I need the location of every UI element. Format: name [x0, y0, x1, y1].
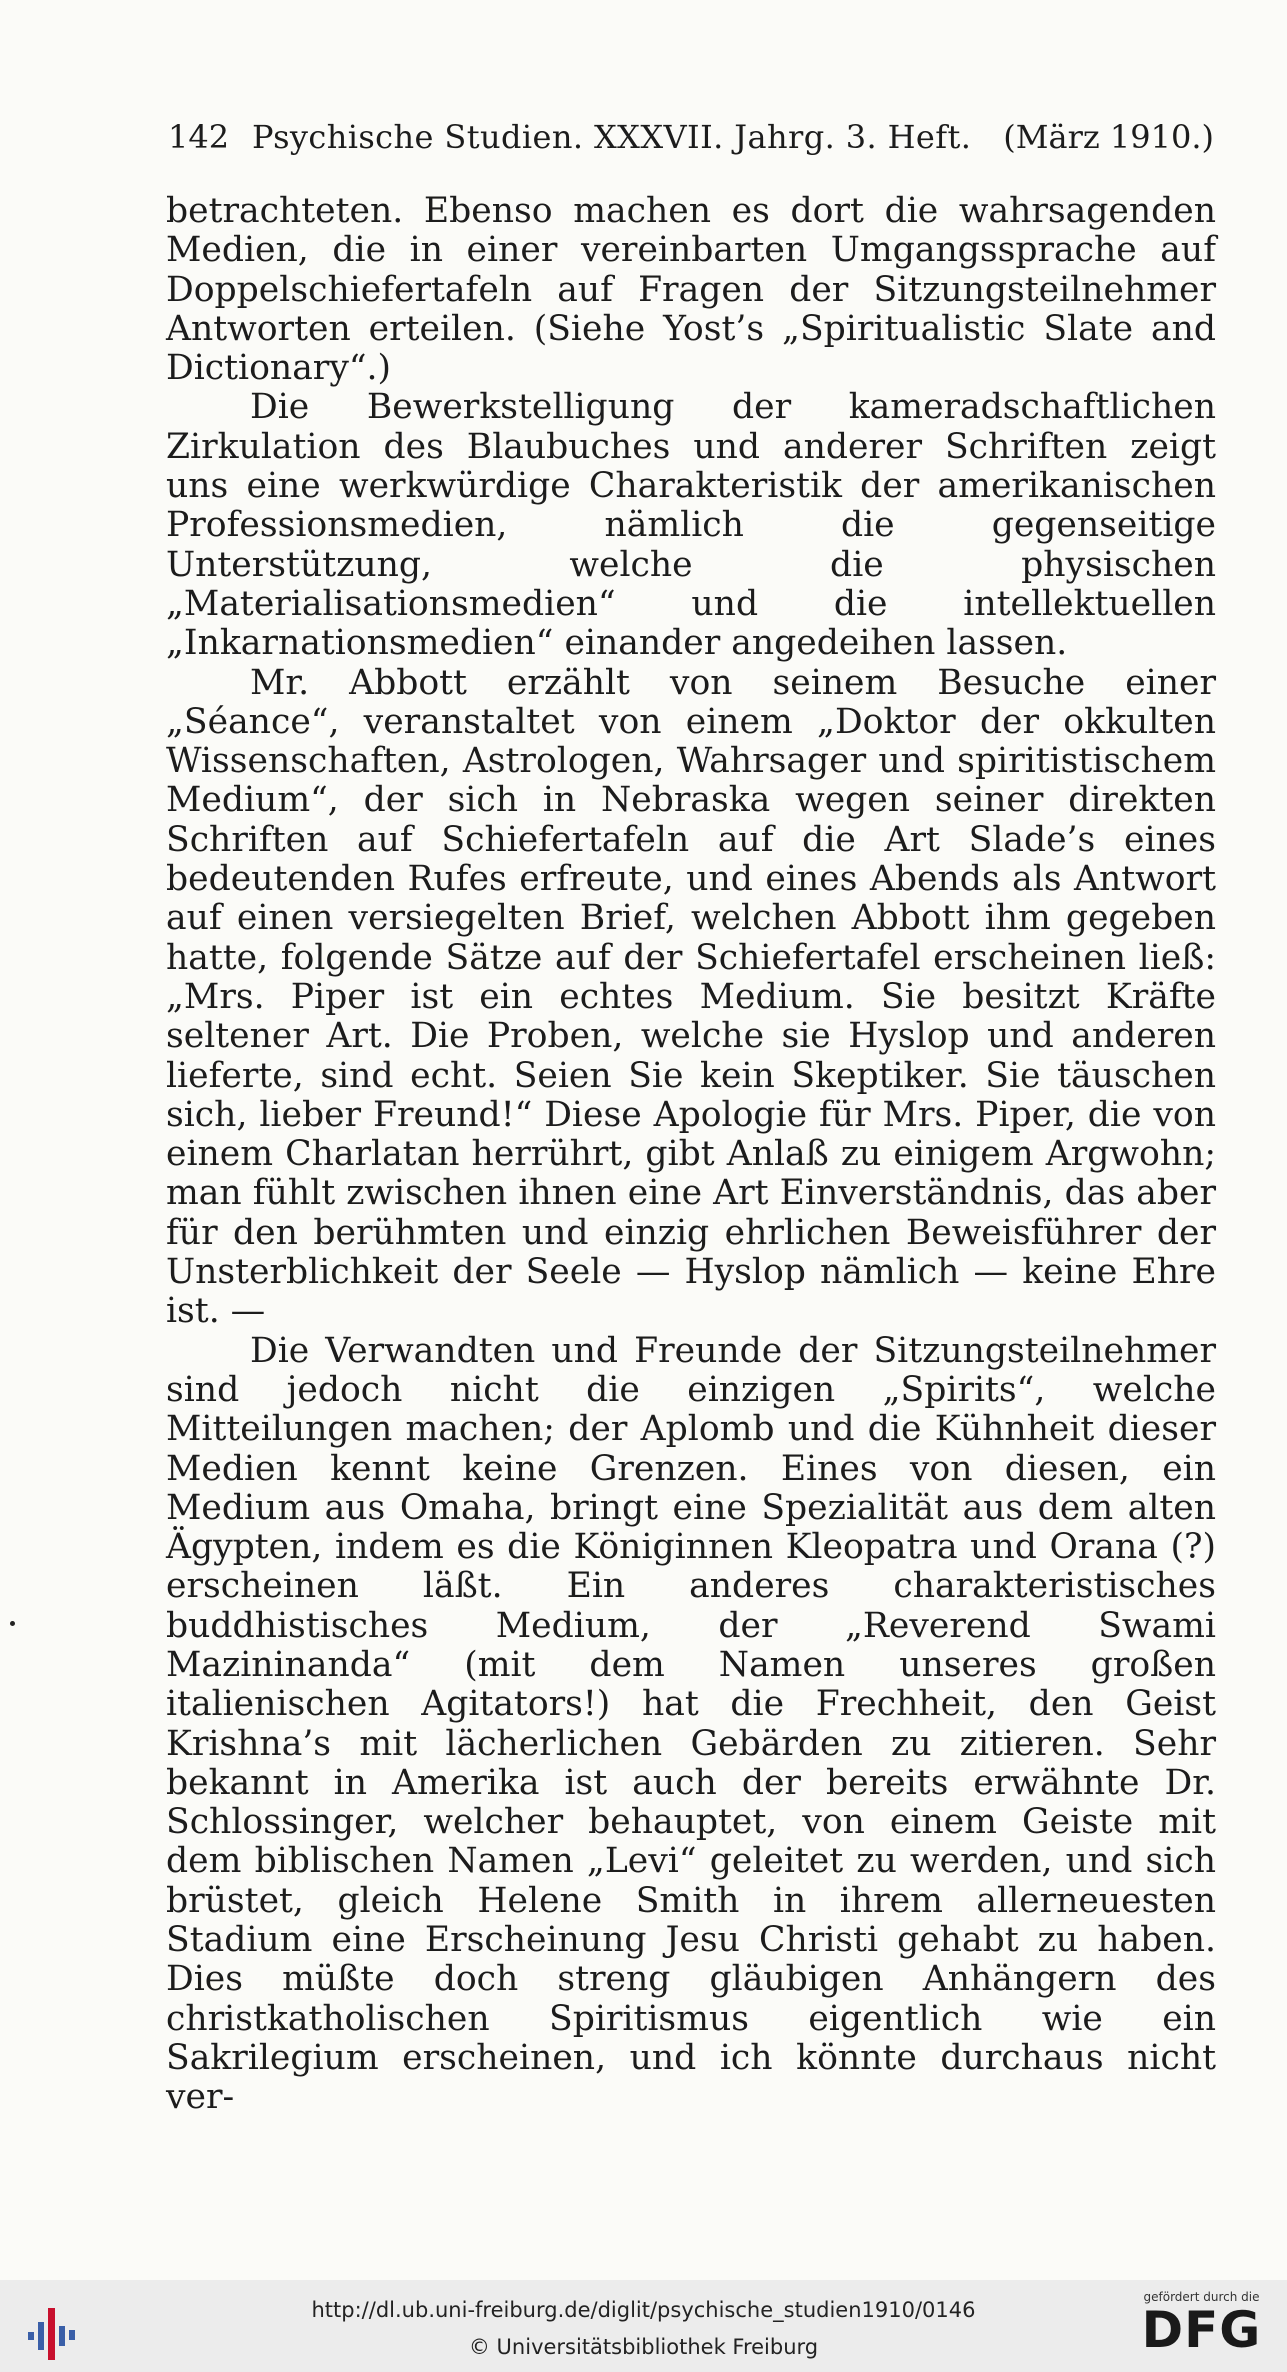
dfg-caption: gefördert durch die [1143, 2290, 1260, 2304]
paragraph: betrachteten. Ebenso machen es dort die wahrsagenden Medien, die in einer vereinbarten Umgangssprache auf Doppelschiefertafeln auf Fragen der Sitzungsteilnehmer Antworten erteilen. (Siehe Yost’s „Spiritualistic Slate and Dictionary“.) [166, 191, 1216, 389]
running-title: Psychische Studien. XXXVII. Jahrg. 3. Heft. [252, 118, 972, 156]
copyright-notice: © Universitätsbibliothek Freiburg [468, 2335, 819, 2359]
dfg-mark: DFG [1141, 2301, 1262, 2359]
paragraph: Die Verwandten und Freunde der Sitzungsteilnehmer sind jedoch nicht die einzigen „Spirits“, welche Mitteilungen machen; der Aplomb und die Kühnheit dieser Medien kennt keine Grenzen. Eines von diesen, ein Medium aus Omaha, bringt eine Spezialität aus dem alten Ägypten, indem es die Königinnen Kleopatra und Orana (?) erscheinen läßt. Ein anderes charakteristisches buddhistisches Medium, der „Reverend Swami Mazininanda“ (mit dem Namen unseres großen italienischen Agitators!) hat die Frechheit, den Geist Krishna’s mit lächerlichen Gebärden zu zitieren. Sehr bekannt in Amerika ist auch der bereits erwähnte Dr. Schlossinger, welcher behauptet, von einem Geiste mit dem biblischen Namen „Levi“ geleitet zu werden, und sich brüstet, gleich Helene Smith in ihrem allerneuesten Stadium eine Erscheinung Jesu Christi gehabt zu haben. Dies müßte doch streng gläubigen Anhängern des christkatholischen Spiritismus eigentlich wie ein Sakrilegium erscheinen, und ich könnte durchaus nicht ver- [166, 1330, 1216, 2118]
body-text [166, 192, 1216, 2118]
page-number: 142 [168, 118, 230, 156]
issue-date: (März 1910.) [1003, 118, 1214, 156]
dfg-logo [1134, 2290, 1269, 2359]
viewer-footer [0, 2280, 1287, 2372]
paragraph: Mr. Abbott erzählt von seinem Besuche einer „Séance“, veranstaltet von einem „Doktor der okkulten Wissenschaften, Astrologen, Wahrsager und spiritistischem Medium“, der sich in Nebraska wegen seiner direkten Schriften auf Schiefertafeln auf die Art Slade’s eines bedeutenden Rufes erfreute, und eines Abends als Antwort auf einen versiegelten Brief, welchen Abbott ihm gegeben hatte, folgende Sätze auf der Schiefertafel erscheinen ließ: „Mrs. Piper ist ein echtes Medium. Sie besitzt Kräfte seltener Art. Die Proben, welche sie Hyslop und anderen lieferte, sind echt. Seien Sie kein Skeptiker. Sie täuschen sich, lieber Freund!“ Diese Apologie für Mrs. Piper, die von einem Charlatan herrührt, gibt Anlaß zu einigem Argwohn; man fühlt zwischen ihnen eine Art Einverständnis, das aber für den berühmten und einzig ehrlichen Beweisführer der Unsterblichkeit der Seele — Hyslop nämlich — keine Ehre ist. — [166, 662, 1216, 1332]
running-header [168, 118, 1214, 168]
scan-speck [10, 1621, 15, 1626]
source-url-link[interactable]: http://dl.ub.uni-freiburg.de/diglit/psychische_studien1910/0146 [311, 2298, 976, 2322]
paragraph: Die Bewerkstelligung der kameradschaftlichen Zirkulation des Blaubuches und anderer Schriften zeigt uns eine werkwürdige Charakteristik der amerikanischen Professionsmedien, nämlich die gegenseitige Unterstützung, welche die physischen „Materialisationsmedien“ und die intellektuellen „Inkarnationsmedien“ einander angedeihen lassen. [166, 387, 1216, 664]
